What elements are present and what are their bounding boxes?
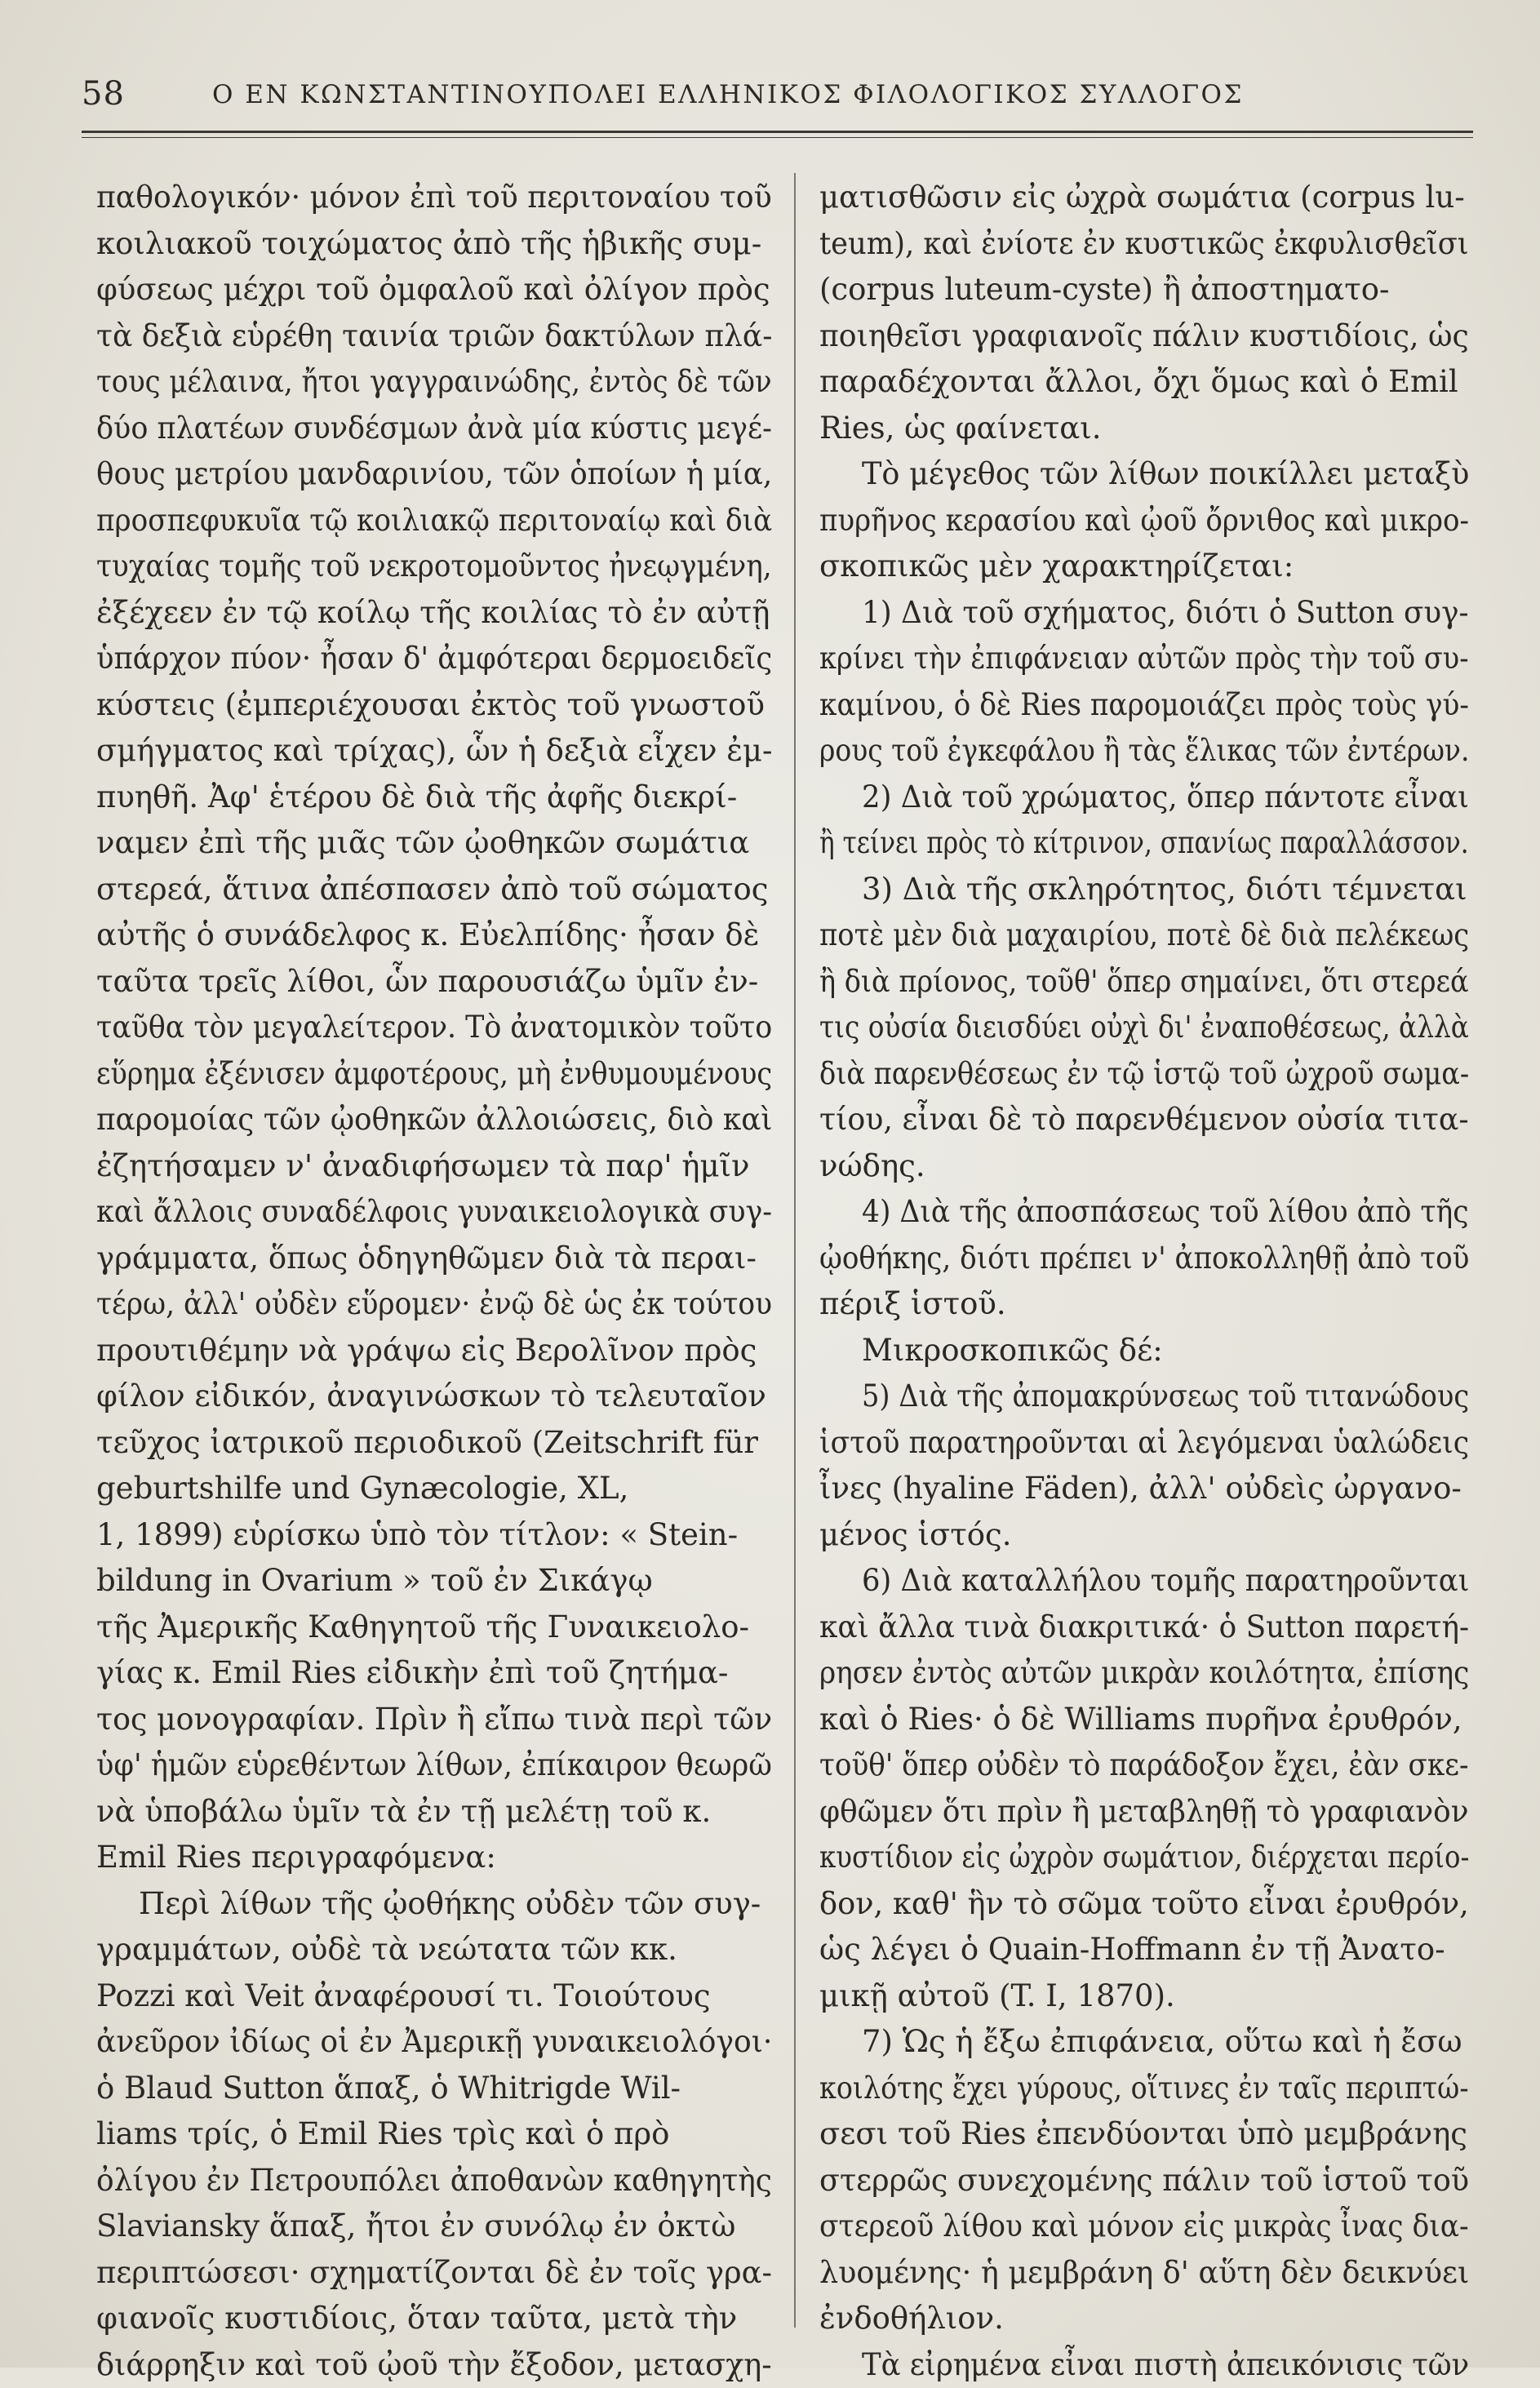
text-line: κρίνει τὴν ἐπιφάνειαν αὐτῶν πρὸς τὴν τοῦ συ- <box>819 636 1469 682</box>
text-line: ρησεν ἐντὸς αὐτῶν μικρὰν κοιλότητα, ἐπίσης <box>819 1650 1469 1697</box>
text-line: προσπεφυκυῖα τῷ κοιλιακῷ περιτοναίῳ καὶ διὰ <box>96 498 772 544</box>
text-line: Περὶ λίθων τῆς ᾠοθήκης οὐδὲν τῶν συγ- <box>96 1881 772 1928</box>
text-line: κύστεις (ἐμπεριέχουσαι ἐκτὸς τοῦ γνωστοῦ <box>96 682 772 729</box>
column-divider <box>794 173 796 2328</box>
text-line: νὰ ὑποβάλω ὑμῖν τὰ ἐν τῇ μελέτῃ τοῦ κ. <box>96 1789 772 1835</box>
text-line: κυστίδιον εἰς ὠχρὸν σωμάτιον, διέρχεται περίο- <box>819 1835 1469 1881</box>
text-line: τος μονογραφίαν. Πρὶν ἢ εἴπω τινὰ περὶ τῶν <box>96 1697 772 1743</box>
text-line: τις οὐσία διεισδύει οὐχὶ δι' ἐναποθέσεως, ἀλλὰ <box>819 1005 1469 1051</box>
text-line: καὶ ἄλλα τινὰ διακριτικά· ὁ Sutton παρετή- <box>819 1605 1469 1651</box>
text-line: διάρρηξιν καὶ τοῦ ᾠοῦ τὴν ἔξοδον, μετασχη- <box>96 2342 772 2388</box>
text-line: στερεοῦ λίθου καὶ μόνον εἰς μικρὰς ἶνας δια- <box>819 2204 1469 2250</box>
header-rule-thick <box>82 131 1473 133</box>
text-line: τους μέλαινα, ἤτοι γαγγραινώδης, ἐντὸς δὲ τῶν <box>96 359 772 406</box>
text-line: Τὸ μέγεθος τῶν λίθων ποικίλλει μεταξὺ <box>819 451 1469 498</box>
text-line: 3) Διὰ τῆς σκληρότητος, διότι τέμνεται <box>819 867 1469 913</box>
text-line: παραδέχονται ἄλλοι, ὄχι ὅμως καὶ ὁ Emil <box>819 359 1469 406</box>
text-line: εὕρημα ἐξένισεν ἀμφοτέρους, μὴ ἐνθυμουμένους <box>96 1051 772 1098</box>
text-line: δύο πλατέων συνδέσμων ἀνὰ μία κύστις μεγέ- <box>96 406 772 452</box>
text-line: ὁ Blaud Sutton ἅπαξ, ὁ Whitrigde Wil- <box>96 2066 772 2112</box>
text-line: Ries, ὡς φαίνεται. <box>819 406 1469 452</box>
text-line: καὶ ἄλλοις συναδέλφοις γυναικειολογικὰ συγ- <box>96 1189 772 1236</box>
text-line: φίλον εἰδικόν, ἀναγινώσκων τὸ τελευταῖον <box>96 1374 772 1420</box>
text-line: ὑφ' ἡμῶν εὑρεθέντων λίθων, ἐπίκαιρον θεωρῶ <box>96 1742 772 1789</box>
text-line: στερρῶς συνεχομένης πάλιν τοῦ ἱστοῦ τοῦ <box>819 2158 1469 2204</box>
text-line: 4) Διὰ τῆς ἀποσπάσεως τοῦ λίθου ἀπὸ τῆς <box>819 1189 1469 1236</box>
text-line: δον, καθ' ἣν τὸ σῶμα τοῦτο εἶναι ἐρυθρόν, <box>819 1881 1469 1928</box>
text-line: παθολογικόν· μόνον ἐπὶ τοῦ περιτοναίου τοῦ <box>96 175 772 221</box>
text-line: στερεά, ἅτινα ἀπέσπασεν ἀπὸ τοῦ σώματος <box>96 867 772 913</box>
text-line: liams τρίς, ὁ Emil Ries τρὶς καὶ ὁ πρὸ <box>96 2111 772 2158</box>
text-line: bildung in Ovarium » τοῦ ἐν Σικάγῳ <box>96 1558 772 1605</box>
text-line: ἐζητήσαμεν ν' ἀναδιφήσωμεν τὰ παρ' ἡμῖν <box>96 1143 772 1190</box>
text-line: τὰ δεξιὰ εὑρέθη ταινία τριῶν δακτύλων πλά- <box>96 313 772 360</box>
text-line: αὐτῆς ὁ συνάδελφος κ. Εὐελπίδης· ἦσαν δὲ <box>96 912 772 959</box>
text-line: ὀλίγου ἐν Πετρουπόλει ἀποθανὼν καθηγητὴς <box>96 2158 772 2204</box>
text-line: Pozzi καὶ Veit ἀναφέρουσί τι. Τοιούτους <box>96 1973 772 2020</box>
text-line: ἐνδοθήλιον. <box>819 2296 1469 2342</box>
text-line: πυρῆνος κερασίου καὶ ᾠοῦ ὄρνιθος καὶ μικρο- <box>819 498 1469 544</box>
left-column <box>96 175 772 2388</box>
text-line: θους μετρίου μανδαρινίου, τῶν ὁποίων ἡ μία, <box>96 451 772 498</box>
text-line: ρους τοῦ ἐγκεφάλου ἢ τὰς ἕλικας τῶν ἐντέρων. <box>819 728 1469 775</box>
text-line: γράμματα, ὅπως ὁδηγηθῶμεν διὰ τὰ περαι- <box>96 1236 772 1282</box>
text-line: Slaviansky ἅπαξ, ἤτοι ἐν συνόλῳ ἐν ὀκτὼ <box>96 2204 772 2250</box>
text-line: ἱστοῦ παρατηροῦνται αἱ λεγόμεναι ὑαλώδεις <box>819 1420 1469 1467</box>
text-line: φύσεως μέχρι τοῦ ὀμφαλοῦ καὶ ὀλίγον πρὸς <box>96 267 772 313</box>
text-line: τίου, εἶναι δὲ τὸ παρενθέμενον οὐσία τιτα- <box>819 1097 1469 1143</box>
text-line: ὑπάρχον πύον· ἦσαν δ' ἀμφότεραι δερμοειδεῖς <box>96 636 772 682</box>
text-line: ἢ τείνει πρὸς τὸ κίτρινον, σπανίως παραλλάσσον. <box>819 820 1469 867</box>
text-line: τεῦχος ἰατρικοῦ περιοδικοῦ (Zeitschrift für <box>96 1420 772 1467</box>
text-line: ἀνεῦρον ἰδίως οἱ ἐν Ἀμερικῇ γυναικειολόγοι· <box>96 2019 772 2066</box>
text-line: ἢ διὰ πρίονος, τοῦθ' ὅπερ σημαίνει, ὅτι στερεά <box>819 959 1469 1005</box>
text-line: 1) Διὰ τοῦ σχήματος, διότι ὁ Sutton συγ- <box>819 590 1469 637</box>
text-line: φιανοῖς κυστιδίοις, ὅταν ταῦτα, μετὰ τὴν <box>96 2296 772 2342</box>
text-line: κοιλιακοῦ τοιχώματος ἀπὸ τῆς ἡβικῆς συμ- <box>96 221 772 268</box>
text-line: πυηθῆ. Ἀφ' ἑτέρου δὲ διὰ τῆς ἀφῆς διεκρί- <box>96 775 772 821</box>
text-line: γραμμάτων, οὐδὲ τὰ νεώτατα τῶν κκ. <box>96 1927 772 1973</box>
text-line: ταῦτα τρεῖς λίθοι, ὧν παρουσιάζω ὑμῖν ἐν- <box>96 959 772 1005</box>
text-line: μικῇ αὐτοῦ (T. I, 1870). <box>819 1973 1469 2020</box>
text-line: Τὰ εἰρημένα εἶναι πιστὴ ἀπεικόνισις τῶν <box>819 2342 1469 2388</box>
text-line: 6) Διὰ καταλλήλου τομῆς παρατηροῦνται <box>819 1558 1469 1605</box>
text-line: προυτιθέμην νὰ γράψω εἰς Βερολῖνον πρὸς <box>96 1328 772 1374</box>
text-line: παρομοίας τῶν ᾠοθηκῶν ἀλλοιώσεις, διὸ καὶ <box>96 1097 772 1143</box>
text-line: 7) Ὡς ἡ ἔξω ἐπιφάνεια, οὕτω καὶ ἡ ἔσω <box>819 2019 1469 2066</box>
text-line: ταῦθα τὸν μεγαλείτερον. Τὸ ἀνατομικὸν τοῦτο <box>96 1005 772 1051</box>
text-line: σμήγματος καὶ τρίχας), ὧν ἡ δεξιὰ εἶχεν ἐμ- <box>96 728 772 775</box>
text-line: ἶνες (hyaline Fäden), ἀλλ' οὐδεὶς ὠργανο- <box>819 1466 1469 1512</box>
text-line: σεσι τοῦ Ries ἐπενδύονται ὑπὸ μεμβράνης <box>819 2111 1469 2158</box>
text-line: Μικροσκοπικῶς δέ: <box>819 1328 1469 1374</box>
text-line: μένος ἱστός. <box>819 1512 1469 1559</box>
text-line: ματισθῶσιν εἰς ὠχρὰ σωμάτια (corpus lu- <box>819 175 1469 221</box>
text-line: ποιηθεῖσι γραφιανοῖς πάλιν κυστιδίοις, ὡς <box>819 313 1469 360</box>
text-line: (corpus luteum-cyste) ἢ ἀποστηματο- <box>819 267 1469 313</box>
header-rule-thin <box>82 137 1473 138</box>
text-line: ναμεν ἐπὶ τῆς μιᾶς τῶν ᾠοθηκῶν σωμάτια <box>96 820 772 867</box>
text-line: φθῶμεν ὅτι πρὶν ἢ μεταβληθῇ τὸ γραφιανὸν <box>819 1789 1469 1835</box>
text-line: κοιλότης ἔχει γύρους, οἵτινες ἐν ταῖς περιπτώ- <box>819 2066 1469 2112</box>
text-line: λυομένης· ἡ μεμβράνη δ' αὕτη δὲν δεικνύει <box>819 2250 1469 2297</box>
text-line: καμίνου, ὁ δὲ Ries παρομοιάζει πρὸς τοὺς γύ- <box>819 682 1469 729</box>
text-line: 2) Διὰ τοῦ χρώματος, ὅπερ πάντοτε εἶναι <box>819 775 1469 821</box>
text-line: ὡς λέγει ὁ Quain-Hoffmann ἐν τῇ Ἀνατο- <box>819 1927 1469 1973</box>
running-head: Ο ΕΝ ΚΩΝΣΤΑΝΤΙΝΟΥΠΟΛΕΙ ΕΛΛΗΝΙΚΟΣ ΦΙΛΟΛΟΓΙΚΟΣ ΣΥΛΛΟΓΟΣ <box>212 80 1371 109</box>
right-column <box>819 175 1469 2388</box>
text-line: ἐξέχεεν ἐν τῷ κοίλῳ τῆς κοιλίας τὸ ἐν αὐτῇ <box>96 590 772 637</box>
text-line: περιπτώσεσι· σχηματίζονται δὲ ἐν τοῖς γρα- <box>96 2250 772 2297</box>
text-line: πέριξ ἱστοῦ. <box>819 1281 1469 1328</box>
text-line: σκοπικῶς μὲν χαρακτηρίζεται: <box>819 544 1469 590</box>
text-line: geburtshilfe und Gynæcologie, XL, <box>96 1466 772 1512</box>
text-line: ᾠοθήκης, διότι πρέπει ν' ἀποκολληθῇ ἀπὸ τοῦ <box>819 1236 1469 1282</box>
text-line: τοῦθ' ὅπερ οὐδὲν τὸ παράδοξον ἔχει, ἐὰν σκε- <box>819 1742 1469 1789</box>
text-line: ποτὲ μὲν διὰ μαχαιρίου, ποτὲ δὲ διὰ πελέκεως <box>819 912 1469 959</box>
text-line: νώδης. <box>819 1143 1469 1190</box>
text-line: καὶ ὁ Ries· ὁ δὲ Williams πυρῆνα ἐρυθρόν, <box>819 1697 1469 1743</box>
page-header <box>82 75 1461 124</box>
text-line: τέρω, ἀλλ' οὐδὲν εὕρομεν· ἐνῷ δὲ ὡς ἐκ τούτου <box>96 1281 772 1328</box>
text-line: διὰ παρενθέσεως ἐν τῷ ἱστῷ τοῦ ὠχροῦ σωμα- <box>819 1051 1469 1098</box>
text-line: 5) Διὰ τῆς ἀπομακρύνσεως τοῦ τιτανώδους <box>819 1374 1469 1420</box>
text-line: τῆς Ἀμερικῆς Καθηγητοῦ τῆς Γυναικειολο- <box>96 1605 772 1651</box>
page-number: 58 <box>82 75 125 113</box>
text-line: γίας κ. Emil Ries εἰδικὴν ἐπὶ τοῦ ζητήμα- <box>96 1650 772 1697</box>
text-line: 1, 1899) εὑρίσκω ὑπὸ τὸν τίτλον: « Stein- <box>96 1512 772 1559</box>
text-line: τυχαίας τομῆς τοῦ νεκροτομοῦντος ἠνεῳγμένη, <box>96 544 772 590</box>
text-line: Emil Ries περιγραφόμενα: <box>96 1835 772 1881</box>
text-line: teum), καὶ ἐνίοτε ἐν κυστικῶς ἐκφυλισθεῖσι <box>819 221 1469 268</box>
